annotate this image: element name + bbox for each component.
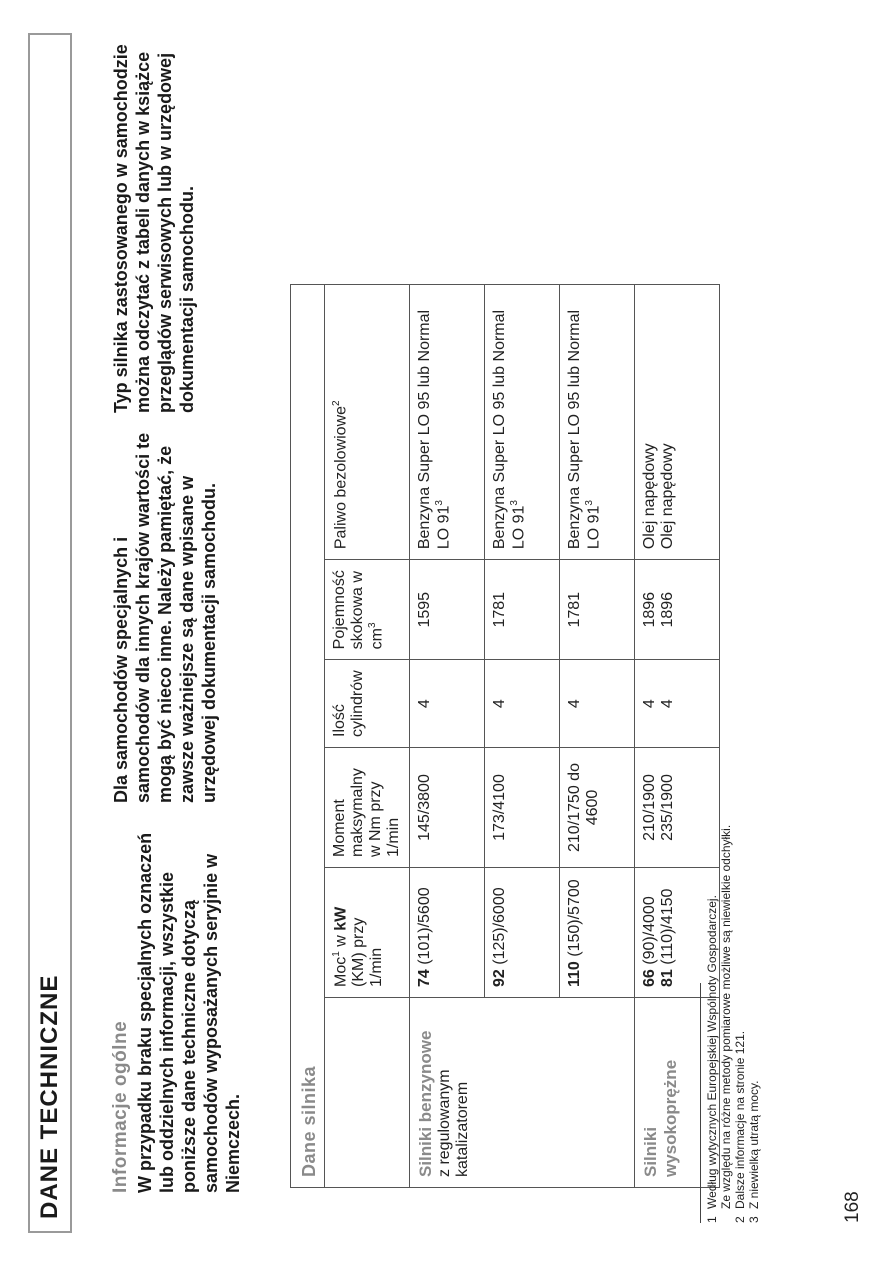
diesel-label-cell: Silniki wysokoprężne bbox=[635, 998, 720, 1188]
header-torque: Moment maksymalny w Nm przy 1/min bbox=[325, 748, 410, 868]
engine-data-table bbox=[290, 284, 720, 1188]
power-cell: 92 (125)/6000 bbox=[485, 868, 560, 998]
cylinders-cell: 4 bbox=[485, 660, 560, 748]
displacement-cell: 1595 bbox=[410, 560, 485, 660]
table-caption: Dane silnika bbox=[299, 1065, 319, 1177]
intro-column-3 bbox=[110, 38, 198, 413]
footnote-divider bbox=[700, 983, 701, 1223]
torque-cell: 173/4100 bbox=[485, 748, 560, 868]
footnote-item: 1Według wytycznych Europejskiej Wspólnoty Gospodarczej. bbox=[705, 895, 719, 1223]
fuel-cell: Benzyna Super LO 95 lub Normal LO $91^3$ bbox=[485, 285, 560, 560]
header-empty-cell bbox=[325, 998, 410, 1188]
intro-paragraph-1: W przypadku braku specjalnych oznaczeń lub oddzielnych informacji, wszystkie poniższe dane techniczne dotyczą samochodów wyposażanych seryjnie w Niemczech. bbox=[135, 832, 243, 1193]
header-power: Moc$^1$ w kW (KM) przy 1/min bbox=[325, 868, 410, 998]
power-cell: 74 (101)/5600 bbox=[410, 868, 485, 998]
page-title: DANE TECHNICZNE bbox=[36, 974, 63, 1219]
header-displacement: Pojemność skokowa w $cm^3$ bbox=[325, 560, 410, 660]
header-fuel: Paliwo bezolowiowe$^2$ bbox=[325, 285, 410, 560]
fuel-cell: Olej napędowy Olej napędowy bbox=[635, 285, 720, 560]
intro-heading: Informacje ogólne bbox=[110, 1020, 131, 1193]
displacement-cell: 1781 bbox=[560, 560, 635, 660]
power-cell: 66 (90)/4000 81 (110)/4150 bbox=[635, 868, 720, 998]
petrol-label-cell: Silniki benzynowe z regulowanym katalizatorem bbox=[410, 998, 635, 1188]
intro-column-2 bbox=[110, 428, 220, 803]
torque-cell: 145/3800 bbox=[410, 748, 485, 868]
cylinders-cell: 4 bbox=[560, 660, 635, 748]
table-row bbox=[410, 285, 485, 1188]
torque-cell: 210/1900 235/1900 bbox=[635, 748, 720, 868]
fuel-cell: Benzyna Super LO 95 lub Normal LO $91^3$ bbox=[560, 285, 635, 560]
page-number: 168 bbox=[842, 1191, 863, 1223]
intro-paragraph-2: Dla samochodów specjalnych i samochodów dla innych krajów wartości te mogą być nieco inne. Należy pamiętać, że zawsze ważniejsze są dane wpisane w urzędowej dokumentacji samochodu. bbox=[111, 432, 219, 803]
displacement-cell: 1781 bbox=[485, 560, 560, 660]
header-cylinders: Ilość cylindrów bbox=[325, 660, 410, 748]
table-caption-cell bbox=[291, 285, 325, 1188]
footnotes bbox=[700, 603, 761, 1223]
intro-column-1 bbox=[110, 818, 244, 1193]
cylinders-cell: 4 bbox=[410, 660, 485, 748]
intro-paragraph-3: Typ silnika zastosowanego w samochodzie można odczytać z tabeli danych w książce przeglądów serwisowych lub w urzędowej dokumentacji samochodu. bbox=[111, 44, 197, 413]
section-header-box bbox=[28, 33, 72, 1233]
fuel-cell: Benzyna Super LO 95 lub Normal LO $91^3$ bbox=[410, 285, 485, 560]
footnote-item: Ze względu na różne metody pomiarowe możliwe są niewielkie odchyłki. bbox=[719, 824, 733, 1209]
cylinders-cell: 4 4 bbox=[635, 660, 720, 748]
footnote-item: 3Z niewielką utratą mocy. bbox=[747, 1080, 761, 1223]
power-cell: 110 (150)/5700 bbox=[560, 868, 635, 998]
torque-cell: 210/1750 do 4600 bbox=[560, 748, 635, 868]
displacement-cell: 1896 1896 bbox=[635, 560, 720, 660]
table-header-row bbox=[325, 285, 410, 1188]
footnote-item: 2Dalsze informacje na stronie 121. bbox=[733, 1030, 747, 1223]
